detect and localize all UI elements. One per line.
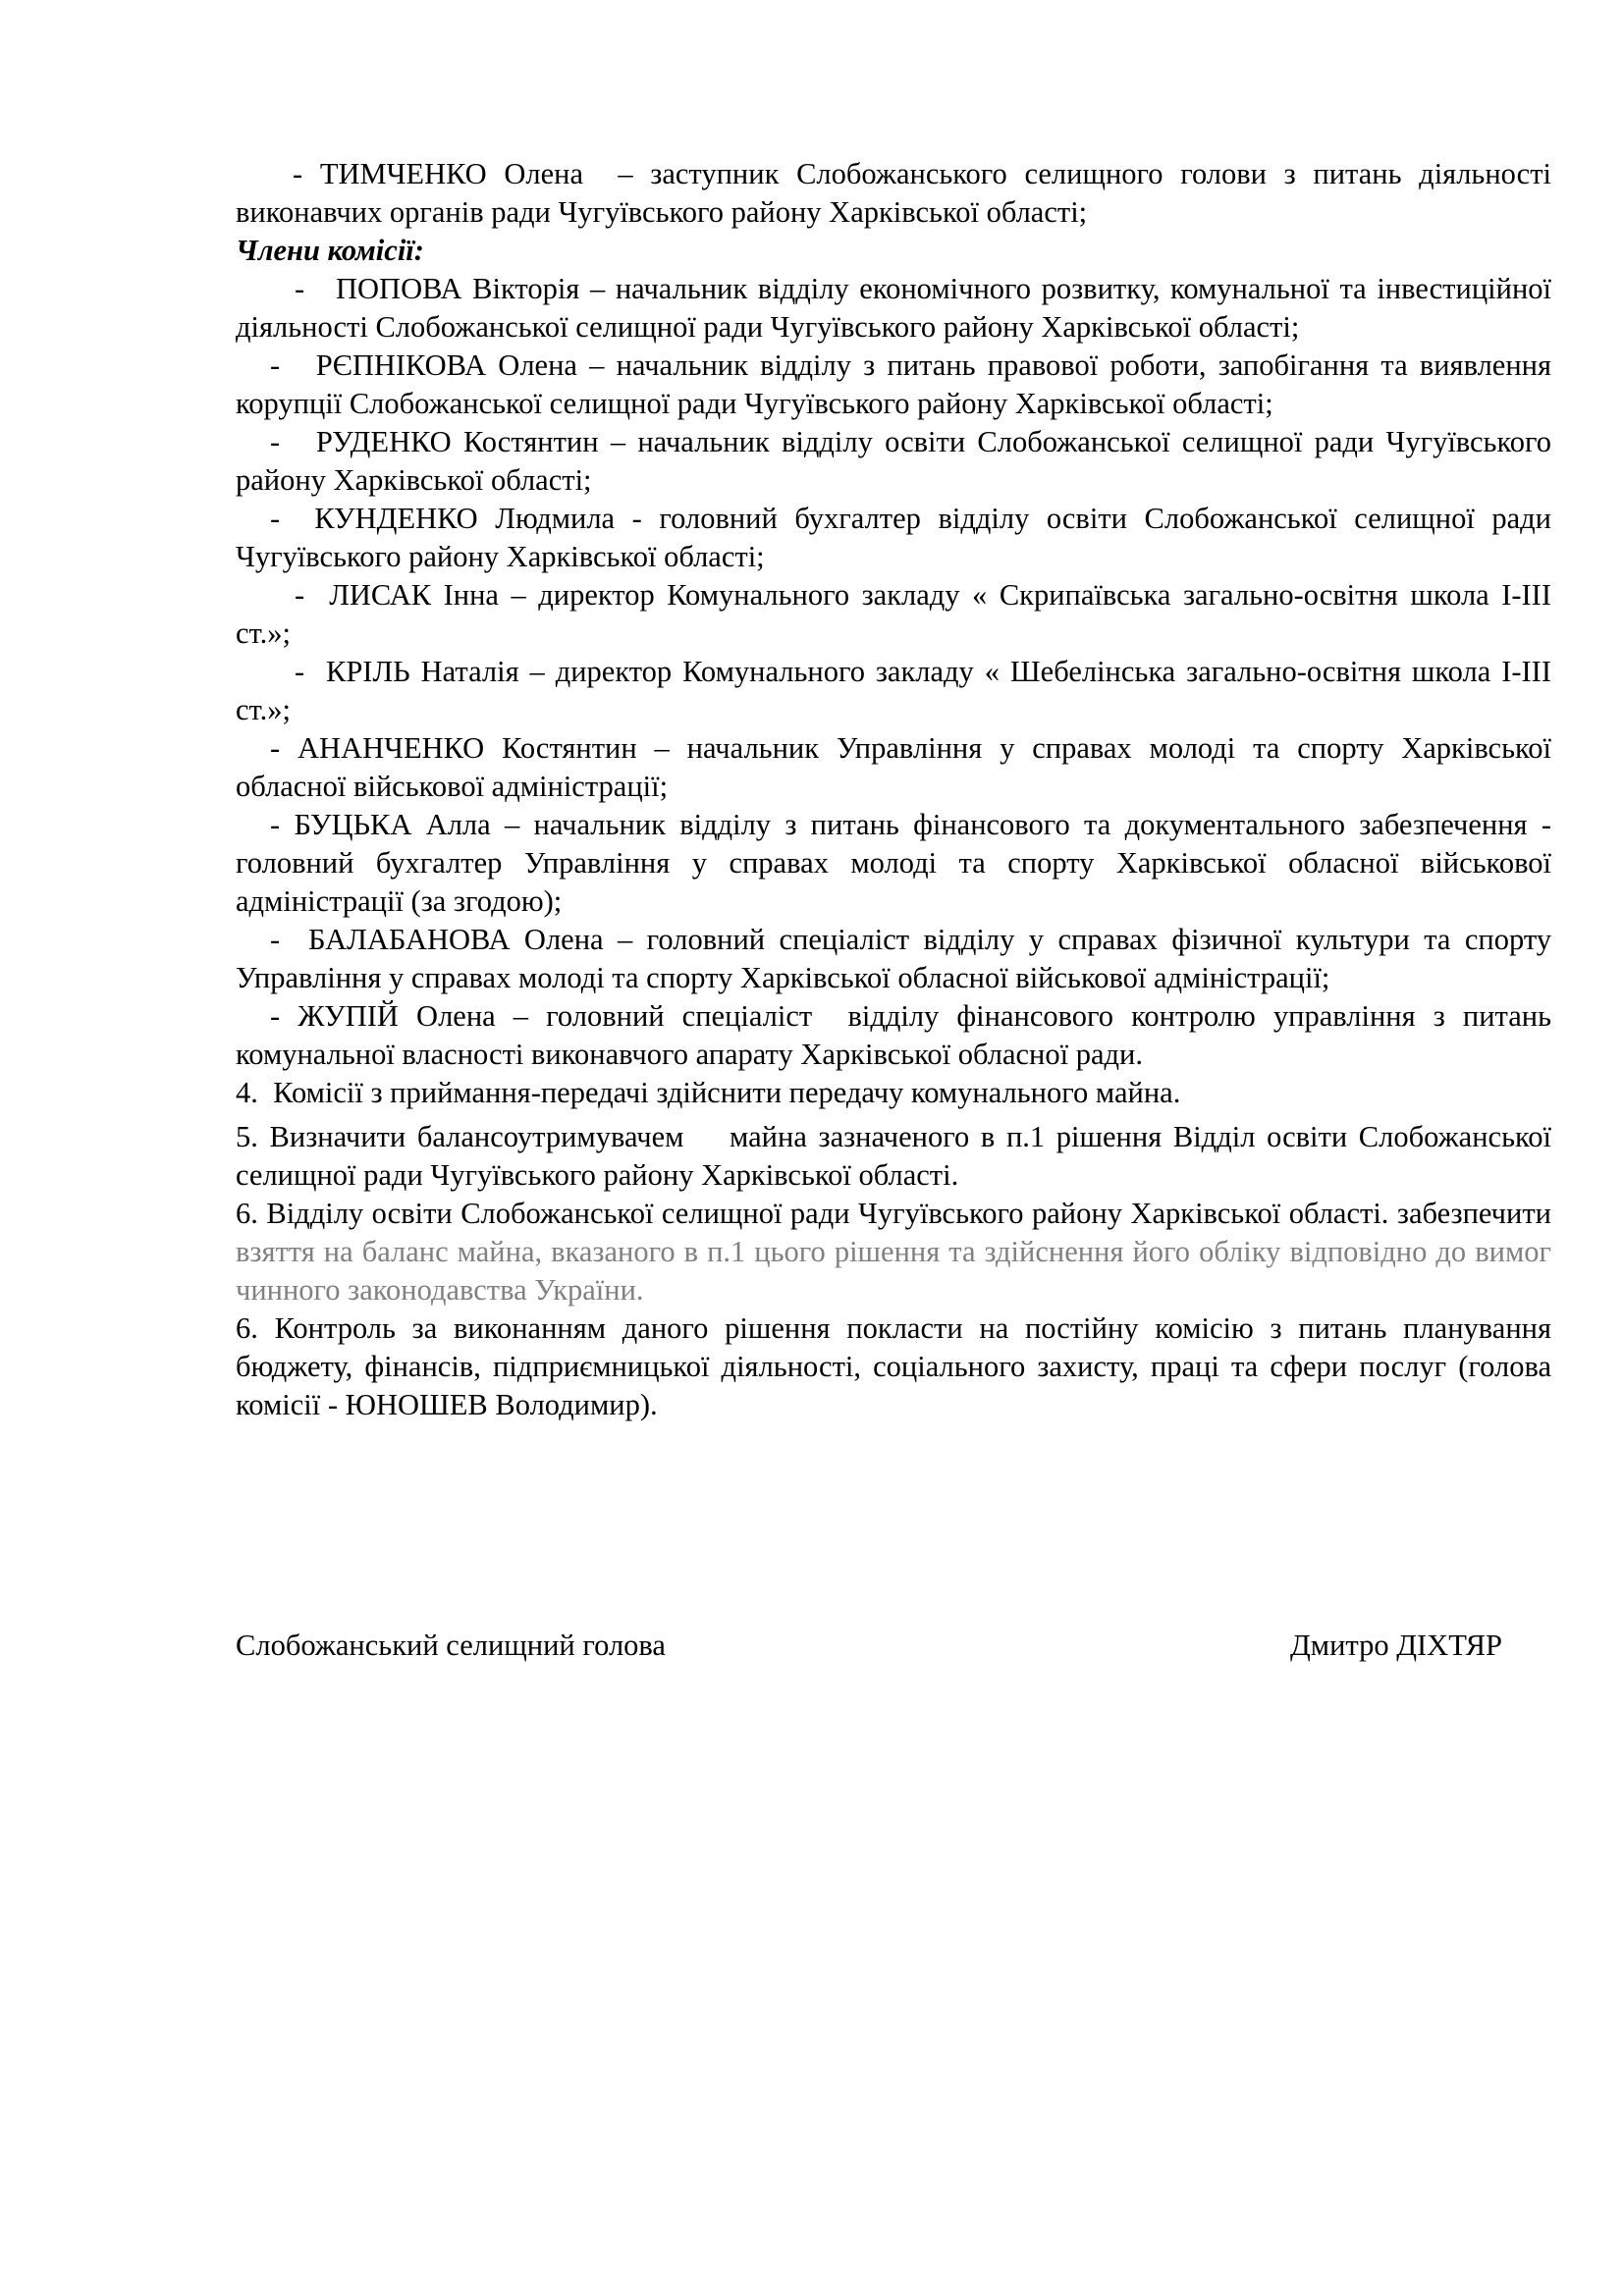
point-6-control: 6. Контроль за виконанням даного рішення покласти на постійну комісію з питань планування бюджету, фінансів, підприємницької діяльності, соціального захисту, праці та сфери послуг (голова комісії - ЮНОШЕВ Володимир). [236, 1311, 1551, 1421]
point-6-balance-gray: взяття на баланс майна, вказаного в п.1 цього рішення та здійснення його обліку відповідно до вимог чинного законодавства України. [236, 1235, 1551, 1307]
member-entry-ananchenko: - АНАНЧЕНКО Костянтин – начальник Управління у справах молоді та спорту Харківської обласної військової адміністрації; [236, 731, 1551, 803]
member-entry-lysak: - ЛИСАК Інна – директор Комунального закладу « Скрипаївська загально-освітня школа І-ІІІ ст.»; [236, 578, 1551, 650]
point-6-balance-main: 6. Відділу освіти Слобожанської селищної ради Чугуївського району Харківської області. забезпечити [236, 1197, 1551, 1230]
point-5: 5. Визначити балансоутримувачем майна зазначеного в п.1 рішення Відділ освіти Слобожанської селищної ради Чугуївського району Харківської області. [236, 1120, 1551, 1192]
deputy-chair-entry: - ТИМЧЕНКО Олена – заступник Слобожанського селищного голови з питань діяльності виконавчих органів ради Чугуївського району Харківської області; [236, 157, 1551, 229]
document-body [236, 155, 1551, 1424]
signature-title: Слобожанський селищний голова [236, 1629, 666, 1662]
member-entry-kundenko: - КУНДЕНКО Людмила - головний бухгалтер відділу освіти Слобожанської селищної ради Чугуївського району Харківської області; [236, 502, 1551, 573]
point-6-balance [236, 1195, 1551, 1309]
signature-name: Дмитро ДІХТЯР [1289, 1629, 1502, 1662]
member-entry-repnikova: - РЄПНІКОВА Олена – начальник відділу з питань правової роботи, запобігання та виявлення корупції Слобожанської селищної ради Чугуївського району Харківської області; [236, 348, 1551, 420]
member-entry-balabanova: - БАЛАБАНОВА Олена – головний спеціаліст відділу у справах фізичної культури та спорту Управління у справах молоді та спорту Харківської обласної військової адміністрації; [236, 923, 1551, 994]
point-4: 4. Комісії з приймання-передачі здійснити передачу комунального майна. [236, 1076, 1181, 1109]
member-entry-popova: - ПОПОВА Вікторія – начальник відділу економічного розвитку, комунальної та інвестиційної діяльності Слобожанської селищної ради Чугуївського району Харківської області; [236, 272, 1551, 344]
member-entry-rudenko: - РУДЕНКО Костянтин – начальник відділу освіти Слобожанської селищної ради Чугуївського району Харківської області; [236, 425, 1551, 497]
member-entry-zhupii: - ЖУПІЙ Олена – головний спеціаліст відділу фінансового контролю управління з питань комунальної власності виконавчого апарату Харківської обласної ради. [236, 999, 1551, 1071]
member-entry-kril: - КРІЛЬ Наталія – директор Комунального закладу « Шебелінська загально-освітня школа І-ІІІ ст.»; [236, 655, 1551, 726]
members-heading: Члени комісії: [236, 234, 424, 267]
member-entry-butska: - БУЦЬКА Алла – начальник відділу з питань фінансового та документального забезпечення - головний бухгалтер Управління у справах молоді та спорту Харківської обласної військової адміністрації (за згодою); [236, 808, 1551, 918]
